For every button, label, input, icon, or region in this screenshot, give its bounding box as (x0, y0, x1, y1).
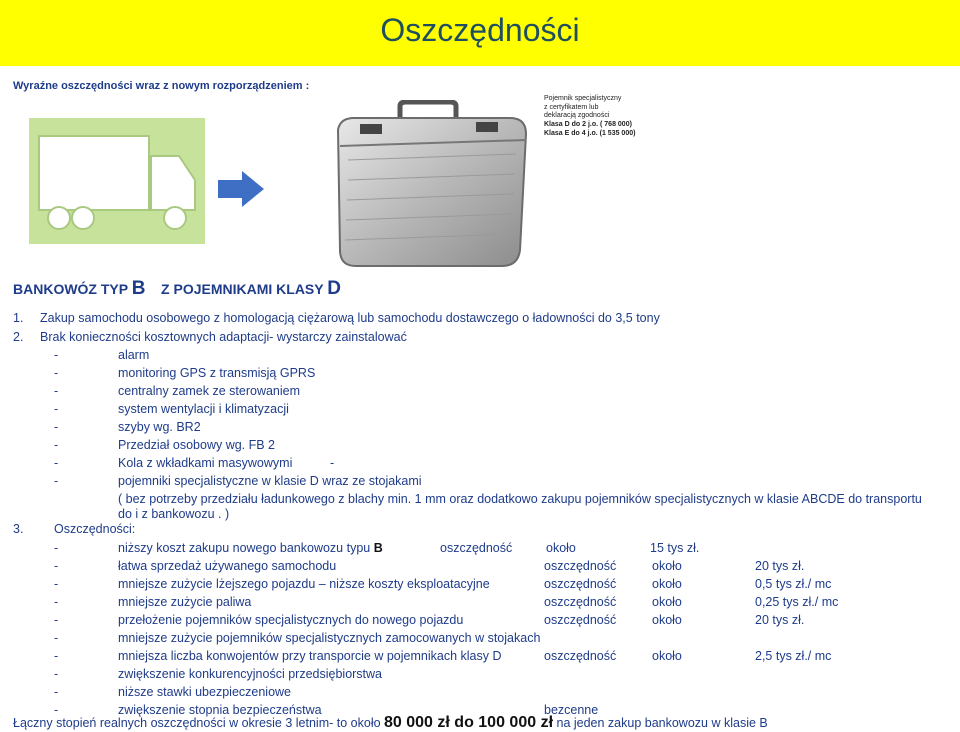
adapt-item: szyby wg. BR2 (118, 420, 201, 434)
item-3-text: Oszczędności: (54, 522, 136, 536)
saving-text: mniejsze zużycie pojemników specjalistycznych zamocowanych w stojakach (118, 631, 541, 645)
heading-type-b: B (131, 278, 146, 299)
arrow-right-icon (218, 171, 264, 207)
dash: - (54, 559, 59, 573)
saving-label: oszczędność (544, 649, 617, 663)
dash: - (54, 438, 59, 452)
saving-approx: około (652, 559, 682, 573)
adapt-item: Kola z wkładkami masywowymi (118, 456, 293, 470)
saving-value: 20 tys zł. (755, 613, 805, 627)
briefcase-image (330, 100, 532, 270)
summary-amount: 80 000 zł do 100 000 zł (384, 714, 554, 731)
saving-text: niższe stawki ubezpieczeniowe (118, 685, 292, 699)
saving-text: łatwa sprzedaż używanego samochodu (118, 559, 337, 573)
truck-icon (29, 118, 205, 244)
saving-approx: około (652, 649, 682, 663)
heading-text-2: Z POJEMNIKAMI KLASY (145, 281, 328, 297)
dash: - (54, 631, 59, 645)
dash: - (54, 595, 59, 609)
page-title: Oszczędności (380, 12, 580, 48)
saving-text-part: niższy koszt zakupu nowego bankowozu typu (118, 541, 374, 555)
dash: - (54, 384, 59, 398)
adapt-item: system wentylacji i klimatyzacji (118, 402, 289, 416)
dash: - (54, 420, 59, 434)
dash: - (54, 456, 59, 470)
saving-value: 2,5 tys zł./ mc (755, 649, 832, 663)
dash: - (54, 474, 59, 488)
intro-text: Wyraźne oszczędności wraz z nowym rozporządzeniem : (13, 80, 310, 92)
item-number: 1. (13, 311, 24, 325)
saving-label: oszczędność (544, 595, 617, 609)
saving-approx: około (546, 541, 576, 555)
saving-value: 20 tys zł. (755, 559, 805, 573)
dash: - (330, 456, 335, 470)
item-1-text: Zakup samochodu osobowego z homologacją ciężarową lub samochodu dostawczego o ładowności do 3,5 tony (40, 311, 660, 325)
saving-value: 0,25 tys zł./ mc (755, 595, 839, 609)
dash: - (54, 577, 59, 591)
dash: - (54, 366, 59, 380)
saving-label: oszczędność (544, 559, 617, 573)
adapt-item: Przedział osobowy wg. FB 2 (118, 438, 276, 452)
saving-text: zwiększenie konkurencyjności przedsiębiorstwa (118, 667, 383, 681)
container-note (544, 95, 635, 139)
note-line: Pojemnik specjalistyczny (544, 95, 622, 102)
saving-approx: około (652, 577, 682, 591)
dash: - (54, 667, 59, 681)
saving-approx: około (652, 595, 682, 609)
paren-note (118, 492, 938, 522)
dash: - (54, 541, 59, 555)
saving-label: oszczędność (544, 577, 617, 591)
saving-value: 0,5 tys zł./ mc (755, 577, 832, 591)
saving-label: bezcenne (544, 703, 599, 717)
dash: - (54, 685, 59, 699)
item-number: 3. (13, 522, 24, 536)
section-heading (13, 278, 341, 300)
note-line: z certyfikatem lub (544, 103, 599, 111)
heading-text: BANKOWÓZ TYP (13, 281, 132, 297)
saving-text: mniejsze zużycie paliwa (118, 595, 252, 609)
saving-label: oszczędność (544, 613, 617, 627)
saving-text: mniejsze zużycie lżejszego pojazdu – niższe koszty eksploatacyjne (118, 577, 490, 591)
note-line-class-d: Klasa D do 2 j.o. ( 768 000) (544, 121, 632, 129)
saving-approx: około (652, 613, 682, 627)
paren-text: ( bez potrzeby przedziału ładunkowego z blachy min. 1 mm oraz dodatkowo zakupu pojemników specjalistycznych w klasie ABCDE do transportu do i z bankowozu . ) (118, 492, 922, 521)
saving-text: zwiększenie stopnia bezpieczeństwa (118, 703, 322, 717)
note-line: deklaracją zgodności (544, 112, 610, 120)
heading-class-d: D (327, 278, 341, 299)
summary-line (13, 714, 768, 732)
saving-text-bold: B (373, 541, 383, 555)
adapt-item: centralny zamek ze sterowaniem (118, 384, 301, 398)
saving-label: oszczędność (440, 541, 513, 555)
adapt-item: monitoring GPS z transmisją GPRS (118, 366, 316, 380)
dash: - (54, 649, 59, 663)
summary-text: Łączny stopień realnych oszczędności w okresie 3 letnim- to około (13, 716, 385, 730)
adapt-item: alarm (118, 348, 150, 362)
dash: - (54, 613, 59, 627)
item-number: 2. (13, 330, 24, 344)
item-2-text: Brak konieczności kosztownych adaptacji- wystarczy zainstalować (40, 330, 407, 344)
summary-text-2: na jeden zakup bankowozu w klasie B (553, 716, 768, 730)
dash: - (54, 703, 59, 717)
dash: - (54, 348, 59, 362)
saving-text: mniejsza liczba konwojentów przy transporcie w pojemnikach klasy D (118, 649, 502, 663)
saving-value: 15 tys zł. (650, 541, 700, 555)
note-line-class-e: Klasa E do 4 j.o. (1 535 000) (544, 129, 636, 137)
adapt-item: pojemniki specjalistyczne w klasie D wraz ze stojakami (118, 474, 422, 488)
dash: - (54, 402, 59, 416)
saving-text (118, 541, 383, 556)
saving-text: przełożenie pojemników specjalistycznych do nowego pojazdu (118, 613, 464, 627)
